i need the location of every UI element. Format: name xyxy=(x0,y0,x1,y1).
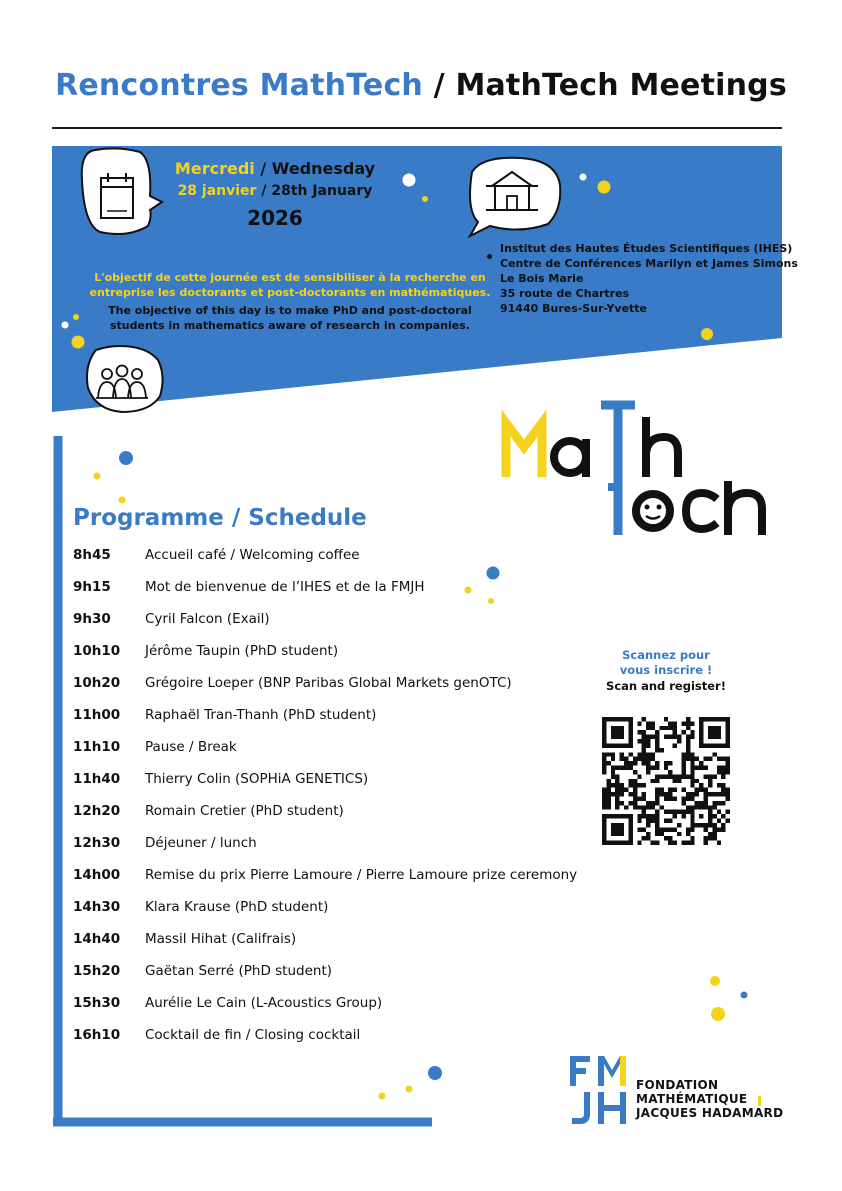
venue-address xyxy=(500,241,800,316)
fmjh-name-line1: FONDATION xyxy=(636,1078,719,1092)
date-date xyxy=(168,183,382,199)
schedule-row xyxy=(73,923,613,955)
schedule-time: 12h20 xyxy=(73,803,121,819)
schedule-event: Cyril Falcon (Exail) xyxy=(145,611,270,627)
schedule-row xyxy=(73,635,613,667)
schedule-row xyxy=(73,827,613,859)
address-line: Centre de Conférences Marilyn et James Simons xyxy=(500,257,798,270)
schedule-event: Remise du prix Pierre Lamoure / Pierre Lamoure prize ceremony xyxy=(145,867,578,883)
schedule-time: 11h10 xyxy=(73,739,121,755)
date-day-en: / Wednesday xyxy=(260,159,376,178)
date-date-fr: 28 janvier xyxy=(177,183,257,199)
title-separator: / xyxy=(422,68,456,103)
fmjh-name-line2: MATHÉMATIQUE xyxy=(636,1092,748,1106)
fmjh-letter-f xyxy=(570,1056,590,1086)
logo-letter-m xyxy=(506,423,542,477)
schedule-row xyxy=(73,987,613,1019)
date-day xyxy=(168,159,382,178)
schedule-event: Mot de bienvenue de l’IHES et de la FMJH xyxy=(145,579,425,595)
schedule-time: 16h10 xyxy=(73,1027,121,1043)
schedule-time: 14h40 xyxy=(73,931,121,947)
schedule-event: Raphaël Tran-Thanh (PhD student) xyxy=(145,707,377,723)
fmjh-name-line3: JACQUES HADAMARD xyxy=(636,1106,784,1120)
schedule-row xyxy=(73,539,613,571)
logo-letter-c xyxy=(686,493,717,529)
schedule-event: Pause / Break xyxy=(145,739,237,755)
title-fr: Rencontres MathTech xyxy=(55,68,423,103)
schedule-row xyxy=(73,763,613,795)
people-icon xyxy=(87,346,163,412)
building-icon xyxy=(470,158,560,236)
schedule-time: 10h10 xyxy=(73,643,121,659)
schedule-time: 9h15 xyxy=(73,579,111,595)
schedule-row xyxy=(73,731,613,763)
logo-letter-a xyxy=(554,441,586,473)
registration-qr-code[interactable] xyxy=(602,717,730,845)
objective-en xyxy=(70,303,510,333)
schedule-event: Massil Hihat (Califrais) xyxy=(145,931,297,947)
schedule-time: 14h00 xyxy=(73,867,121,883)
scan-text-fr xyxy=(596,648,736,678)
schedule-row xyxy=(73,571,613,603)
logo-letter-e xyxy=(636,494,670,528)
schedule-list xyxy=(73,539,613,1051)
schedule-row xyxy=(73,1019,613,1051)
fmjh-letter-j xyxy=(572,1092,590,1124)
schedule-row xyxy=(73,891,613,923)
schedule-event: Aurélie Le Cain (L-Acoustics Group) xyxy=(145,995,383,1011)
fmjh-letter-m xyxy=(598,1056,626,1086)
address-line: Le Bois Marie xyxy=(500,272,584,285)
schedule-time: 9h30 xyxy=(73,611,111,627)
objective-fr-line1: L'objectif de cette journée est de sensibiliser à la recherche en xyxy=(94,271,486,284)
schedule-time: 10h20 xyxy=(73,675,121,691)
date-year: 2026 xyxy=(247,206,303,230)
schedule-row xyxy=(73,795,613,827)
schedule-time: 11h00 xyxy=(73,707,121,723)
schedule-event: Gaëtan Serré (PhD student) xyxy=(145,963,333,979)
banner-background xyxy=(0,0,842,460)
objective-en-line1: The objective of this day is to make PhD and post-doctoral xyxy=(108,304,472,317)
schedule-row xyxy=(73,667,613,699)
objective-fr-line2: entreprise les doctorants et post-doctorants en mathématiques. xyxy=(89,286,491,299)
scan-text-fr-line1: Scannez pour xyxy=(622,648,710,662)
fmjh-name xyxy=(636,1078,783,1120)
address-line: 91440 Bures-Sur-Yvette xyxy=(500,302,648,315)
schedule-event: Jérôme Taupin (PhD student) xyxy=(145,643,339,659)
address-line: Institut des Hautes Études Scientifiques (IHES) xyxy=(500,242,793,255)
title-en: MathTech Meetings xyxy=(455,68,787,103)
schedule-time: 15h20 xyxy=(73,963,121,979)
scan-text-en: Scan and register! xyxy=(606,679,726,693)
scan-text-fr-line2: vous inscrire ! xyxy=(619,663,713,677)
address-bullet xyxy=(487,254,492,259)
schedule-time: 11h40 xyxy=(73,771,121,787)
schedule-row xyxy=(73,603,613,635)
schedule-event: Romain Cretier (PhD student) xyxy=(145,803,344,819)
schedule-event: Déjeuner / lunch xyxy=(145,835,257,851)
schedule-row xyxy=(73,955,613,987)
schedule-event: Grégoire Loeper (BNP Paribas Global Markets genOTC) xyxy=(145,675,512,691)
mathtech-logo xyxy=(490,395,790,555)
schedule-time: 12h30 xyxy=(73,835,121,851)
programme-title: Programme / Schedule xyxy=(73,505,367,531)
schedule-event: Accueil café / Welcoming coffee xyxy=(145,547,360,563)
schedule-row xyxy=(73,699,613,731)
date-date-en: / 28th January xyxy=(261,183,373,199)
date-day-fr: Mercredi xyxy=(174,159,255,178)
objective-fr xyxy=(70,270,510,300)
fmjh-letter-h xyxy=(598,1092,626,1124)
schedule-event: Klara Krause (PhD student) xyxy=(145,899,329,915)
objective-en-line2: students in mathematics aware of research in companies. xyxy=(110,319,470,332)
schedule-time: 14h30 xyxy=(73,899,121,915)
schedule-event: Thierry Colin (SOPHiA GENETICS) xyxy=(145,771,369,787)
schedule-time: 15h30 xyxy=(73,995,121,1011)
address-line: 35 route de Chartres xyxy=(500,287,630,300)
schedule-event: Cocktail de fin / Closing cocktail xyxy=(145,1027,361,1043)
schedule-row xyxy=(73,859,613,891)
schedule-time: 8h45 xyxy=(73,547,111,563)
